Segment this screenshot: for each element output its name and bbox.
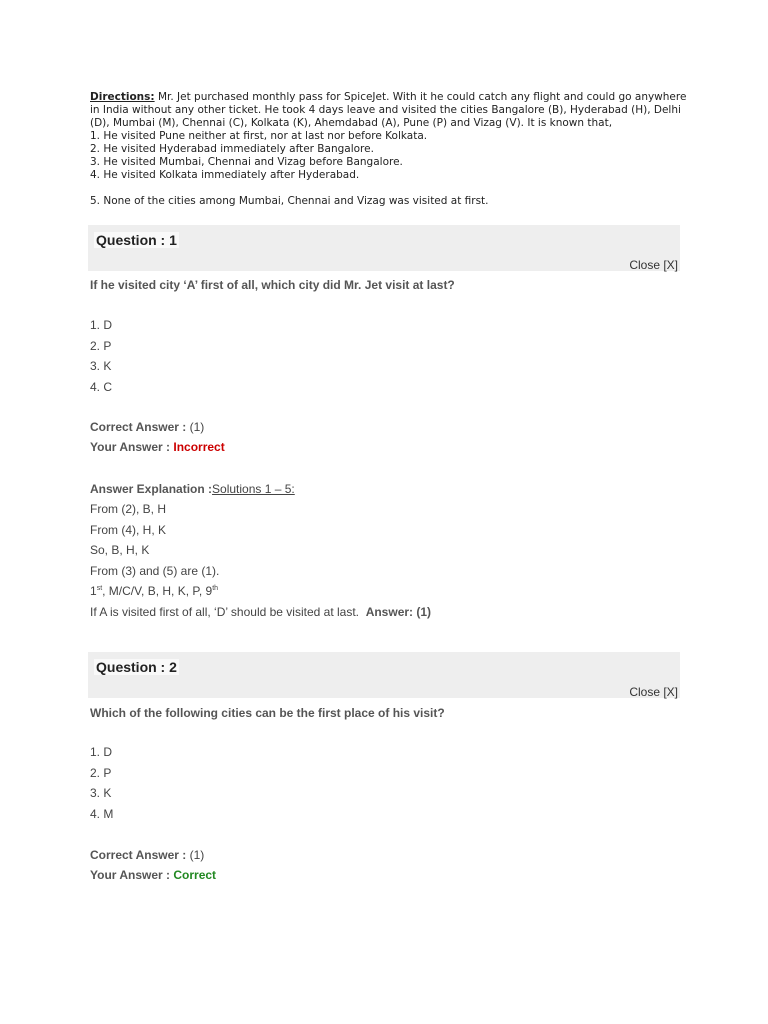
correct-answer (90, 848, 204, 862)
option-item[interactable]: 1. D (90, 745, 113, 759)
close-button[interactable]: Close [X] (629, 685, 678, 699)
option-item[interactable]: 4. C (90, 380, 113, 395)
explanation-label: Answer Explanation : (90, 482, 213, 496)
your-answer (90, 440, 225, 454)
explanation-line: From (4), H, K (90, 523, 167, 537)
correct-answer-label: Correct Answer : (90, 848, 187, 862)
rule-item: 4. He visited Kolkata immediately after Hyderabad. (90, 169, 360, 181)
options-list (90, 315, 112, 398)
final-answer-line (90, 605, 431, 619)
correct-answer-value: (1) (189, 420, 205, 434)
solutions-link[interactable]: Solutions 1 – 5: (212, 482, 295, 496)
question-header (88, 225, 680, 271)
close-button[interactable]: Close [X] (629, 258, 678, 272)
correct-answer-value: (1) (189, 848, 205, 862)
explanation-line: From (2), B, H (90, 502, 167, 516)
question-title: Question : 1 (96, 232, 177, 248)
correct-answer (90, 420, 204, 434)
option-item[interactable]: 3. K (90, 786, 112, 801)
option-item[interactable]: 2. P (90, 338, 112, 353)
answer-explanation (90, 482, 295, 496)
final-answer: Answer: (1) (365, 605, 432, 619)
rule-item: 1. He visited Pune neither at first, nor at last nor before Kolkata. (90, 130, 428, 142)
explanation-line: From (3) and (5) are (1). (90, 564, 220, 578)
option-item[interactable]: 2. P (90, 765, 112, 780)
question-title: Question : 2 (96, 659, 177, 675)
your-answer-label: Your Answer : (90, 868, 171, 882)
option-item[interactable]: 3. K (90, 359, 112, 374)
question-header (88, 652, 680, 698)
your-answer-status: Incorrect (173, 440, 225, 454)
your-answer-label: Your Answer : (90, 440, 171, 454)
rule-item: 5. None of the cities among Mumbai, Chennai and Vizag was visited at first. (90, 195, 489, 207)
directions-block (90, 91, 690, 208)
your-answer-status: Correct (173, 868, 217, 882)
rule-item: 2. He visited Hyderabad immediately after Bangalore. (90, 143, 374, 155)
options-list (90, 742, 113, 825)
question-text: If he visited city ‘A’ first of all, which city did Mr. Jet visit at last? (90, 278, 455, 292)
option-item[interactable]: 1. D (90, 318, 113, 332)
directions-label: Directions: (90, 91, 155, 103)
correct-answer-label: Correct Answer : (90, 420, 187, 434)
directions-text: Mr. Jet purchased monthly pass for SpiceJet. With it he could catch any flight and could go anywhere in India without any other ticket. He took 4 days leave and visited the cities Bangalore (B), Hyderabad (H), Delhi (D), Mumbai (M), Chennai (C), Kolkata (K), Ahemdabad (A), Pune (P) and Vizag (V). It is known that, (90, 91, 687, 129)
question-text: Which of the following cities can be the first place of his visit? (90, 706, 445, 720)
final-text: If A is visited first of all, ‘D’ should be visited at last. (90, 605, 360, 619)
your-answer (90, 868, 216, 882)
sequence-line: 1st, M/C/V, B, H, K, P, 9th (90, 584, 219, 598)
explanation-line: So, B, H, K (90, 543, 150, 557)
option-item[interactable]: 4. M (90, 807, 114, 822)
rule-item: 3. He visited Mumbai, Chennai and Vizag before Bangalore. (90, 156, 403, 168)
